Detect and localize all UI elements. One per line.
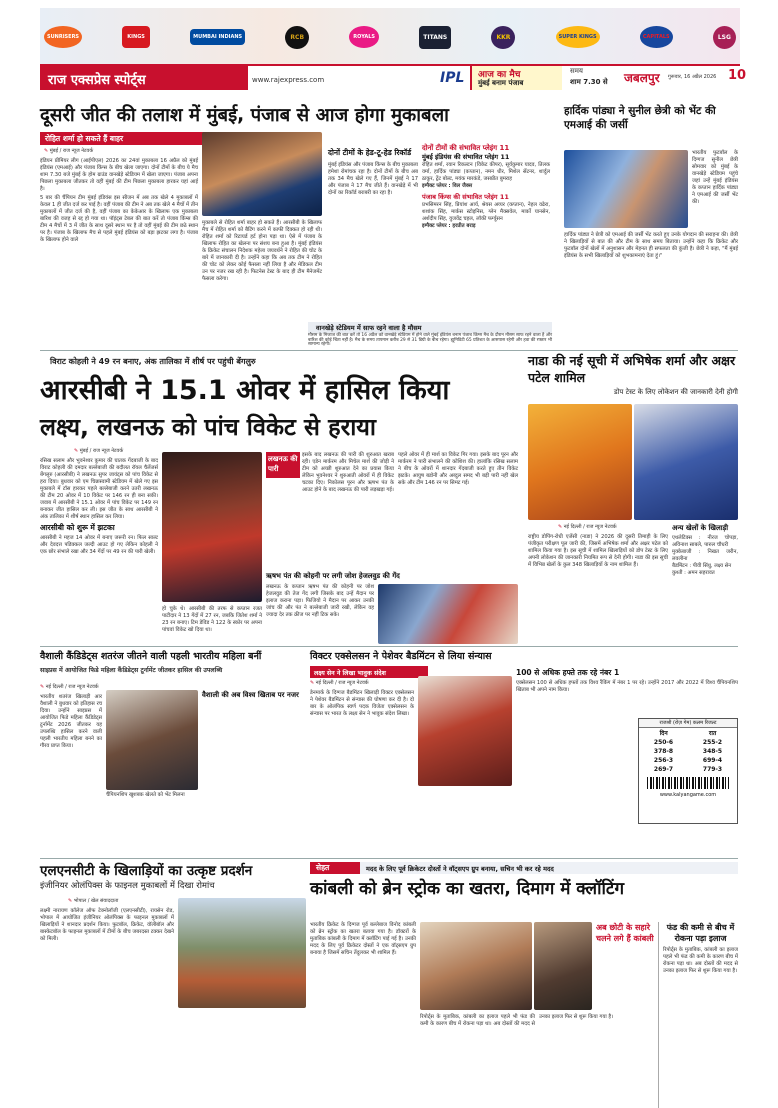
masthead-strip: [40, 64, 747, 90]
page-number: 10: [728, 68, 747, 83]
time-label: समय: [570, 67, 583, 75]
story3-col1-p1: रसिख सलाम और भुवनेश्वर कुमार की घातक गेंदबाजी के बाद विराट कोहली की दमदार बल्लेबाजी की बदौलत रॉयल चैलेंजर्स बेंगलुरु (आरसीबी) ने लखनऊ सुपर जायंट्स को पांच विकेट से हरा दिया। बुधवार को एम चिन्नास्वामी स्टेडियम में खेले गए इस मुकाबले में टॉस हारकर पहले बल्लेबाजी करने उतरी लखनऊ की टीम 20 ओवर में 10 विकेट पर 146 रन ही बना सकी। जवाब में आरसीबी ने 15.1 ओवर में पांच विकेट पर 149 रन बनाकर जीत हासिल कर ली। इस जीत के साथ आरसीबी ने अंक तालिका में शीर्ष स्थान हासिल कर लिया।: [40, 458, 158, 520]
sachin-photo: [420, 922, 532, 1010]
fund-box-text: रिपोर्ट्स के मुताबिक, कांबली का इलाज पहले भी फंड की कमी के कारण बीच में रोकना पड़ा था। अब दोस्तों की मदद से उनका इलाज फिर से शुरू किया गया है।: [663, 947, 738, 974]
story4-headline: नाडा की नई सूची में अभिषेक शर्मा और अक्षर पटेल शामिल: [528, 353, 736, 385]
story1-col1-p2: 5 बार की चैंपियन टीम मुंबई इंडियंस इस सीजन में अब तक खेले 4 मुकाबलों में केवल 1 ही जीत दर्ज कर पाई है। वहीं पंजाब की टीम ने अब तक खेले 4 मैचों में तीन मुकाबलों में जीत दर्ज की है, वहीं पंजाब का केकेआर के खिलाफ एक मुकाबला बारिश की वजह से रद्द हो गया था। पॉइंट्स टेबल की बात करें तो पंजाब किंग्स की टीम 4 मैचों में 3 में जीत के साथ दूसरे स्थान पर है तो वहीं मुंबई की टीम छठे स्थान पर है। पंजाब के खिलाफ मैच से पहले मुंबई इंडियंस को बड़ा झटका लगा है। पंजाब के खिलाफ होने वाले: [40, 195, 198, 243]
playing-xi-box: [422, 144, 550, 320]
time-value: शाम 7.30 से: [570, 78, 608, 86]
lottery-row: [639, 738, 737, 747]
story6-kicker: लक्ष्य सेन ने लिखा भावुक संदेश: [310, 666, 428, 678]
divider: [40, 350, 738, 351]
vaishali-photo: [106, 690, 198, 790]
health-label: सेहत: [310, 862, 360, 874]
team-logo-row: [44, 22, 736, 52]
story3-sub2-text: लखनऊ के कप्तान ऋषभ पंत की कोहनी पर जोश हेजलवुड की तेज गेंद लगी जिसके बाद उन्हें मैदान पर इलाज कराना पड़ा। फिजियो ने मैदान पर आकर उनकी जांच की और पंत ने बल्लेबाजी जारी रखी, लेकिन वह ज्यादा देर तक क्रीज पर नहीं टिक सके।: [266, 584, 374, 618]
brand-block: [40, 66, 248, 90]
lottery-cell: 779-3: [702, 766, 723, 773]
story6-side-text: एक्सेलसन 100 से अधिक हफ्तों तक विश्व रैंकिंग में नंबर 1 पर रहे। उन्होंने 2017 और 2022 में विश्व चैंपियनशिप खिताब भी अपने नाम किया।: [516, 680, 738, 693]
other-item: मुक्केबाजी : निखत जरीन, लवलीना: [672, 549, 738, 562]
story4-subhead: डोप टेस्ट के लिए लोकेशन की जानकारी देनी होगी: [613, 388, 738, 396]
weather-head: वानखेड़े स्टेडियम में साफ रहने वाला है मौसम: [308, 322, 552, 333]
brand-name: राज एक्सप्रेस स्पोर्ट्स: [48, 73, 146, 88]
story-hardik-chhetri: [564, 104, 738, 346]
story3-dateline: ✎ मुंबई / राज न्यूज नेटवर्क: [74, 448, 123, 454]
story1-col1: [40, 158, 198, 318]
story3-col1: [40, 458, 158, 644]
story5-body: भारतीय शतरंज खिलाड़ी आर वैशाली ने बुधवार को इतिहास रच दिया। उन्होंने साइप्रस में आयोजित फिडे महिला कैंडिडेट्स टूर्नामेंट 2026 जीतकर यह उपलब्धि हासिल करने वाली पहली भारतीय महिला बनने का गौरव प्राप्त किया।: [40, 694, 102, 749]
kambli-photo: [534, 922, 592, 1010]
story3-col4: पहले ओवर में ही मार्श का विकेट गिर गया। इसके बाद पूरन और मार्करम ने पारी संभालने की कोशिश की। हालांकि रसिख सलाम ने बीच के ओवरों में शानदार गेंदबाजी करते हुए तीन विकेट झटके। आयुष बडोनी और अब्दुल समद भी बड़ी पारी नहीं खेल सके और टीम 146 रन पर सिमट गई।: [398, 452, 518, 486]
team-logo-super-kings: SUPER KINGS: [556, 26, 600, 48]
lottery-cell: 255-2: [702, 739, 723, 746]
kambli-photo-caption: अब छोटी के सहारे चलने लगे हैं कांबली: [596, 923, 654, 943]
story-lnct: [40, 862, 306, 1108]
story3-headline-1: आरसीबी ने 15.1 ओवर में हासिल किया: [40, 375, 450, 406]
story-mi-pbks: [40, 104, 552, 346]
story3-kicker: विराट कोहली ने 49 रन बनाए, अंक तालिका में शीर्ष पर पहुंची बेंगलुरु: [50, 357, 256, 366]
divider: [40, 858, 738, 859]
story4-body: राष्ट्रीय डोपिंग-रोधी एजेंसी (नाडा) ने 2026 की दूसरी तिमाही के लिए पंजीकृत परीक्षण पूल जारी की, जिसमें अभिषेक शर्मा और अक्षर पटेल को शामिल किया गया है। इस सूची में शामिल खिलाड़ियों को डोप टेस्ट के लिए अपनी लोकेशन की जानकारी नियमित रूप से देनी होगी। नाडा की इस सूची में विभिन्न खेलों के कुल 348 खिलाड़ियों के नाम शामिल हैं।: [528, 534, 668, 568]
story-kambli: [310, 862, 738, 1108]
lottery-header: [639, 728, 737, 738]
story1-col2: मुकाबले से रोहित शर्मा बाहर हो सकते हैं। आरसीबी के खिलाफ मैच में रोहित शर्मा को बैटिंग करने में काफी दिक्कत हो रही थी। रोहित शर्मा को रिटायर्ड हर्ट होना पड़ा था। ऐसे में पंजाब के खिलाफ रोहित का खेलना पर संशय बना हुआ है। मुंबई इंडियंस के क्रिकेट संचालन निदेशक महेला जयवर्धने ने रोहित की चोट के बारे में जानकारी दी है। उन्होंने कहा कि अब तक टीम ने रोहित की चोट को लेकर कोई फैसला नहीं लिया है और मेडिकल टीम उन पर नजर रख रही है। फिटनेस टेस्ट के बाद ही टीम मैनेजमेंट फैसला करेगा।: [202, 220, 322, 282]
lottery-cell: 256-3: [653, 757, 674, 764]
fund-box: [658, 922, 738, 1108]
kohli-photo: [162, 452, 262, 602]
xi-mi-title: मुंबई इंडियंस की संभावित प्लेइंग 11: [422, 153, 510, 161]
xi-title: दोनों टीमों की संभावित प्लेइंग 11: [422, 144, 510, 152]
health-band: [310, 862, 738, 874]
other-item: एथलेटिक्स : नीरज चोपड़ा, अविनाश साबले, पारुल चौधरी: [672, 535, 738, 548]
story-vaishali: [40, 650, 306, 856]
other-title: अन्य खेलों के खिलाड़ी: [672, 524, 729, 532]
match-box: [470, 66, 562, 90]
other-item: कुश्ती : अमन सहरावत: [672, 570, 715, 576]
match-label: आज का मैच: [478, 70, 521, 80]
story8-body-continued: [420, 1014, 654, 1108]
lottery-col-night: रात: [708, 730, 717, 737]
story2-headline: हार्दिक पांड्या ने सुनील छेत्री को भेंट की एमआई की जर्सी: [564, 105, 716, 131]
story7-body: लक्ष्मी नारायण कॉलेज ऑफ टेक्नोलॉजी (एलएनसीटी), रायसेन रोड, भोपाल में आयोजित इंजीनियर ओलंपिक्स के फाइनल मुकाबलों में खिलाड़ियों ने शानदार प्रदर्शन किया। फुटबॉल, क्रिकेट, वॉलीबॉल और बास्केटबॉल के फाइनल मुकाबलों में टीमों के बीच जबरदस्त टक्कर देखने को मिली।: [40, 908, 174, 942]
story8-headline: कांबली को ब्रेन स्ट्रोक का खतरा, दिमाग में क्लॉटिंग: [310, 879, 625, 899]
story8-body-continued-text: रिपोर्ट्स के मुताबिक, कांबली का इलाज पहले भी फंड की कमी के कारण बीच में रोकना पड़ा था। अब दोस्तों की मदद से उनका इलाज फिर से शुरू किया गया है।: [420, 1014, 614, 1027]
story1-dateline: ✎ मुंबई / राज न्यूज नेटवर्क: [44, 148, 93, 154]
team-logo-mumbai: MUMBAI INDIANS: [190, 29, 245, 45]
xi-pbks-title: पंजाब किंग्स की संभावित प्लेइंग 11: [422, 193, 509, 201]
story5-caption: वैशाली की अब विश्व खिताब पर नजर: [202, 691, 299, 699]
divider: [40, 646, 738, 647]
team-logo-sunrisers: SUNRISERS: [44, 26, 82, 48]
story2-body1: भारतीय फुटबॉल के दिग्गज सुनील छेत्री सोमवार को मुंबई के वानखेड़े स्टेडियम पहुंचे जहां उन्हें मुंबई इंडियंस के कप्तान हार्दिक पांड्या ने एमआई की जर्सी भेंट की।: [692, 150, 738, 205]
lottery-col-day: दिन: [659, 730, 668, 737]
story7-dateline: ✎ भोपाल / खेल संवाददाता: [68, 898, 118, 904]
team-logo-royals: ROYALS: [349, 26, 379, 48]
lsg-caption: लखनऊ की पारी: [266, 452, 300, 478]
story7-headline: एलएनसीटी के खिलाड़ियों का उत्कृष्ट प्रदर्शन: [40, 863, 253, 879]
axar-photo: [634, 404, 738, 520]
lottery-barcode: [647, 777, 729, 789]
lnct-photo: [178, 898, 306, 1008]
xi-pbks-impact: इम्पैक्ट प्लेयर : हरप्रीत बराड़: [422, 223, 476, 229]
edition-date: गुरूवार, 16 अप्रैल 2026: [668, 74, 717, 80]
story1-col1-p1: इंडियन प्रीमियर लीग (आईपीएल) 2026 का 24वां मुकाबला 16 अप्रैल को मुंबई इंडियंस (एमआई) और पंजाब किंग्स के बीच खेला जाएगा। दोनों टीमों के बीच ये मैच शाम 7.30 बजे मुंबई के होम ग्राउंड वानखेड़े स्टेडियम में खेला जाएगा। पंजाब अपना पिछला मुकाबला जीतकर तो वहीं मुंबई की टीम पिछला मुकाबला हारकर यहां आई है।: [40, 158, 198, 192]
story6-sidehead: 100 से अधिक हफ्ते तक रहे नंबर 1: [516, 668, 620, 677]
story6-dateline: ✎ नई दिल्ली / राज न्यूज नेटवर्क: [310, 680, 369, 686]
story1-kicker: रोहित शर्मा हो सकते हैं बाहर: [40, 132, 208, 145]
story5-subhead: साइप्रस में आयोजित फिडे महिला कैंडिडेट्स टूर्नामेंट जीतकर हासिल की उपलब्धि: [40, 667, 223, 674]
team-logo-kings: KINGS: [122, 26, 150, 48]
other-item: बैडमिंटन : पीवी सिंधु, लक्ष्य सेन: [672, 563, 732, 569]
story2-body2: हार्दिक पांड्या ने छेत्री को एमआई की जर्सी भेंट करते हुए उनके योगदान की सराहना की। छेत्री ने खिलाड़ियों से बात की और टीम के साथ समय बिताया। उन्होंने कहा कि क्रिकेट और फुटबॉल दोनों खेलों में अनुशासन और मेहनत ही सफलता की कुंजी है। छेत्री ने कहा, "मैं मुंबई इंडियंस के सभी खिलाड़ियों को शुभकामनाएं देता हूं।": [564, 232, 738, 259]
story6-headline: विक्टर एक्सेलसन ने पेशेवर बैडमिंटन से लिया संन्यास: [310, 651, 492, 662]
story1-headline: दूसरी जीत की तलाश में मुंबई, पंजाब से आज होगा मुकाबला: [40, 105, 449, 126]
lottery-box: [638, 718, 738, 824]
story5-dateline: ✎ नई दिल्ली / राज न्यूज नेटवर्क: [40, 684, 99, 690]
story-nada: [528, 352, 738, 644]
h2h-text: मुंबई इंडियंस और पंजाब किंग्स के बीच मुकाबला हमेशा रोमांचक रहा है। दोनों टीमों के बीच अब तक 34 मैच खेले गए हैं, जिनमें मुंबई ने 17 और पंजाब ने 17 मैच जीते हैं। वानखेड़े में भी दोनों का रिकॉर्ड बराबरी का रहा है।: [328, 162, 418, 196]
story3-col1-p2: आरसीबी ने महज 14 ओवर में बनाए जरूरी रन। फिल साल्ट और देवदत्त पडिक्कल जल्दी आउट हो गए लेकिन कोहली ने एक छोर संभाले रखा और 34 गेंदों पर 49 रन की पारी खेली।: [40, 535, 158, 555]
story8-body: भारतीय क्रिकेट के दिग्गज पूर्व बल्लेबाज विनोद कांबली को ब्रेन स्ट्रोक का खतरा बताया गया है। डॉक्टरों के मुताबिक कांबली के दिमाग में क्लॉटिंग पाई गई है। उनकी मदद के लिए पूर्व क्रिकेटर दोस्तों ने एक वॉट्सएप ग्रुप बनाया है जिसमें सचिन तेंदुलकर भी शामिल हैं।: [310, 922, 416, 956]
team-logo-titans: TITANS: [419, 26, 451, 49]
xi-mi-impact: इम्पैक्ट प्लेयर : विल जैक्स: [422, 183, 473, 189]
xi-mi-text: रोहित शर्मा, रयान रिकल्टन (विकेट कीपर), सूर्यकुमार यादव, तिलक वर्मा, हार्दिक पांड्या (कप्तान), नमन धीर, मिशेल सेंटनर, शार्दुल ठाकुर, ट्रेंट बोल्ट, मयंक मारकंडे, जसप्रीत बुमराह: [422, 162, 550, 182]
ipl-logo: IPL: [440, 70, 465, 86]
lottery-cell: 250-6: [653, 739, 674, 746]
story4-dateline: ✎ नई दिल्ली / राज न्यूज नेटवर्क: [558, 524, 617, 530]
story5-headline: वैशाली कैंडिडेट्स शतरंज जीतने वाली पहली भारतीय महिला बनीं: [40, 651, 262, 662]
xi-pbks-text: प्रभसिमरन सिंह, प्रियांश आर्य, श्रेयस अय्यर (कप्तान), नेहल वढेरा, शशांक सिंह, मार्कस स्टोइनिस, ग्लेन मैक्सवेल, मार्को यानसेन, अर्शदीप सिंह, युजवेंद्र चहल, लॉकी फर्ग्यूसन: [422, 202, 550, 222]
weather-text: मौसम के मिजाज की बात करें तो 16 अप्रैल को वानखेड़े स्टेडियम में होने वाले मुंबई इंडियंस बनाम पंजाब किंग्स मैच के दौरान मौसम साफ रहने वाला है और बारिश की कोई चिंता नहीं है। मैच के समय तापमान करीब 29 से 31 डिग्री के बीच रहेगा। ह्यूमिडिटी 65 प्रतिशत के आसपास रहेगी और हवा की रफ्तार भी सामान्य रहेगी।: [308, 333, 552, 348]
match-teams: मुंबई बनाम पंजाब: [478, 79, 524, 87]
rohit-photo: [202, 132, 322, 216]
lottery-row: [639, 756, 737, 765]
team-banner: [40, 8, 740, 64]
lottery-row: [639, 747, 737, 756]
lottery-cell: 348-5: [702, 748, 723, 755]
lottery-cell: 269-7: [653, 766, 674, 773]
story3-col3: इसके बाद लखनऊ की पारी की शुरुआत खराब रही। एडेन मार्करम और मिचेल मार्श की जोड़ी ने टीम को अच्छी शुरुआत देने का प्रयास किया लेकिन भुवनेश्वर ने शुरुआती ओवरों में ही विकेट चटका दिए। निकोलस पूरन और ऋषभ पंत के आउट होने के बाद लखनऊ की पारी लड़खड़ा गई।: [302, 452, 394, 493]
team-logo-kkr: KKR: [491, 26, 515, 49]
lottery-row: [639, 765, 737, 774]
other-sports-box: [672, 524, 738, 644]
lottery-site: www.kalyangame.com: [659, 792, 717, 798]
story3-sub2: ऋषभ पंत की कोहनी पर लगी जोश हेजलवुड की गेंद: [266, 572, 400, 580]
story3-sub1: आरसीबी को शुरू में झटका: [40, 523, 115, 532]
health-band-text: मदद के लिए पूर्व क्रिकेटर दोस्तों ने वॉट्सएप ग्रुप बनाया, सचिन भी कर रहे मदद: [366, 865, 554, 873]
story6-body: डेनमार्क के दिग्गज बैडमिंटन खिलाड़ी विक्टर एक्सेलसन ने पेशेवर बैडमिंटन से संन्यास की घोषणा कर दी है। दो बार के ओलंपिक स्वर्ण पदक विजेता एक्सेलसन के संन्यास पर भारत के लक्ष्य सेन ने भावुक संदेश लिखा।: [310, 690, 414, 717]
story-rcb-lsg: [40, 352, 518, 644]
h2h-title: दोनों टीमों के हेड-टू-हेड रिकॉर्ड: [328, 148, 412, 157]
story3-headline-2: लक्ष्य, लखनऊ को पांच विकेट से हराया: [40, 413, 376, 441]
h2h-box: [328, 148, 418, 318]
team-logo-rcb: RCB: [285, 26, 309, 49]
edition-city: जबलपुर: [624, 71, 660, 85]
fund-box-title: फंड की कमी से बीच में रोकना पड़ा इलाज: [666, 923, 735, 943]
story3-col2: हो चुके थे। आरसीबी की तरफ से कप्तान रजत पाटीदार ने 13 गेंदों में 27 रन, जबकि जितेश शर्मा ने 23 रन बनाए। टिम डेविड ने 122 के स्कोर पर अपना पांचवां विकेट खो दिया था।: [162, 606, 262, 633]
team-logo-capitals: CAPITALS: [640, 26, 673, 48]
hardik-chhetri-photo: [564, 150, 688, 228]
lottery-cell: 699-4: [702, 757, 723, 764]
team-logo-lsg: LSG: [713, 26, 736, 49]
axelsen-photo: [418, 676, 512, 786]
masthead: [40, 8, 747, 90]
website: www.rajexpress.com: [252, 76, 325, 84]
lottery-cell: 378-8: [653, 748, 674, 755]
lottery-title: राजश्री (रोज़ गेम) कलम रिजल्ट: [639, 719, 737, 728]
pant-photo: [378, 584, 518, 644]
abhishek-photo: [528, 404, 632, 520]
vaishali-photo-caption: चैंपियनशिप खुशबक खेलते को भेंट मिलना: [106, 792, 185, 798]
story7-subhead: इंजीनियर ओलंपिक्स के फाइनल मुकाबलों में दिखा रोमांच: [40, 881, 215, 891]
